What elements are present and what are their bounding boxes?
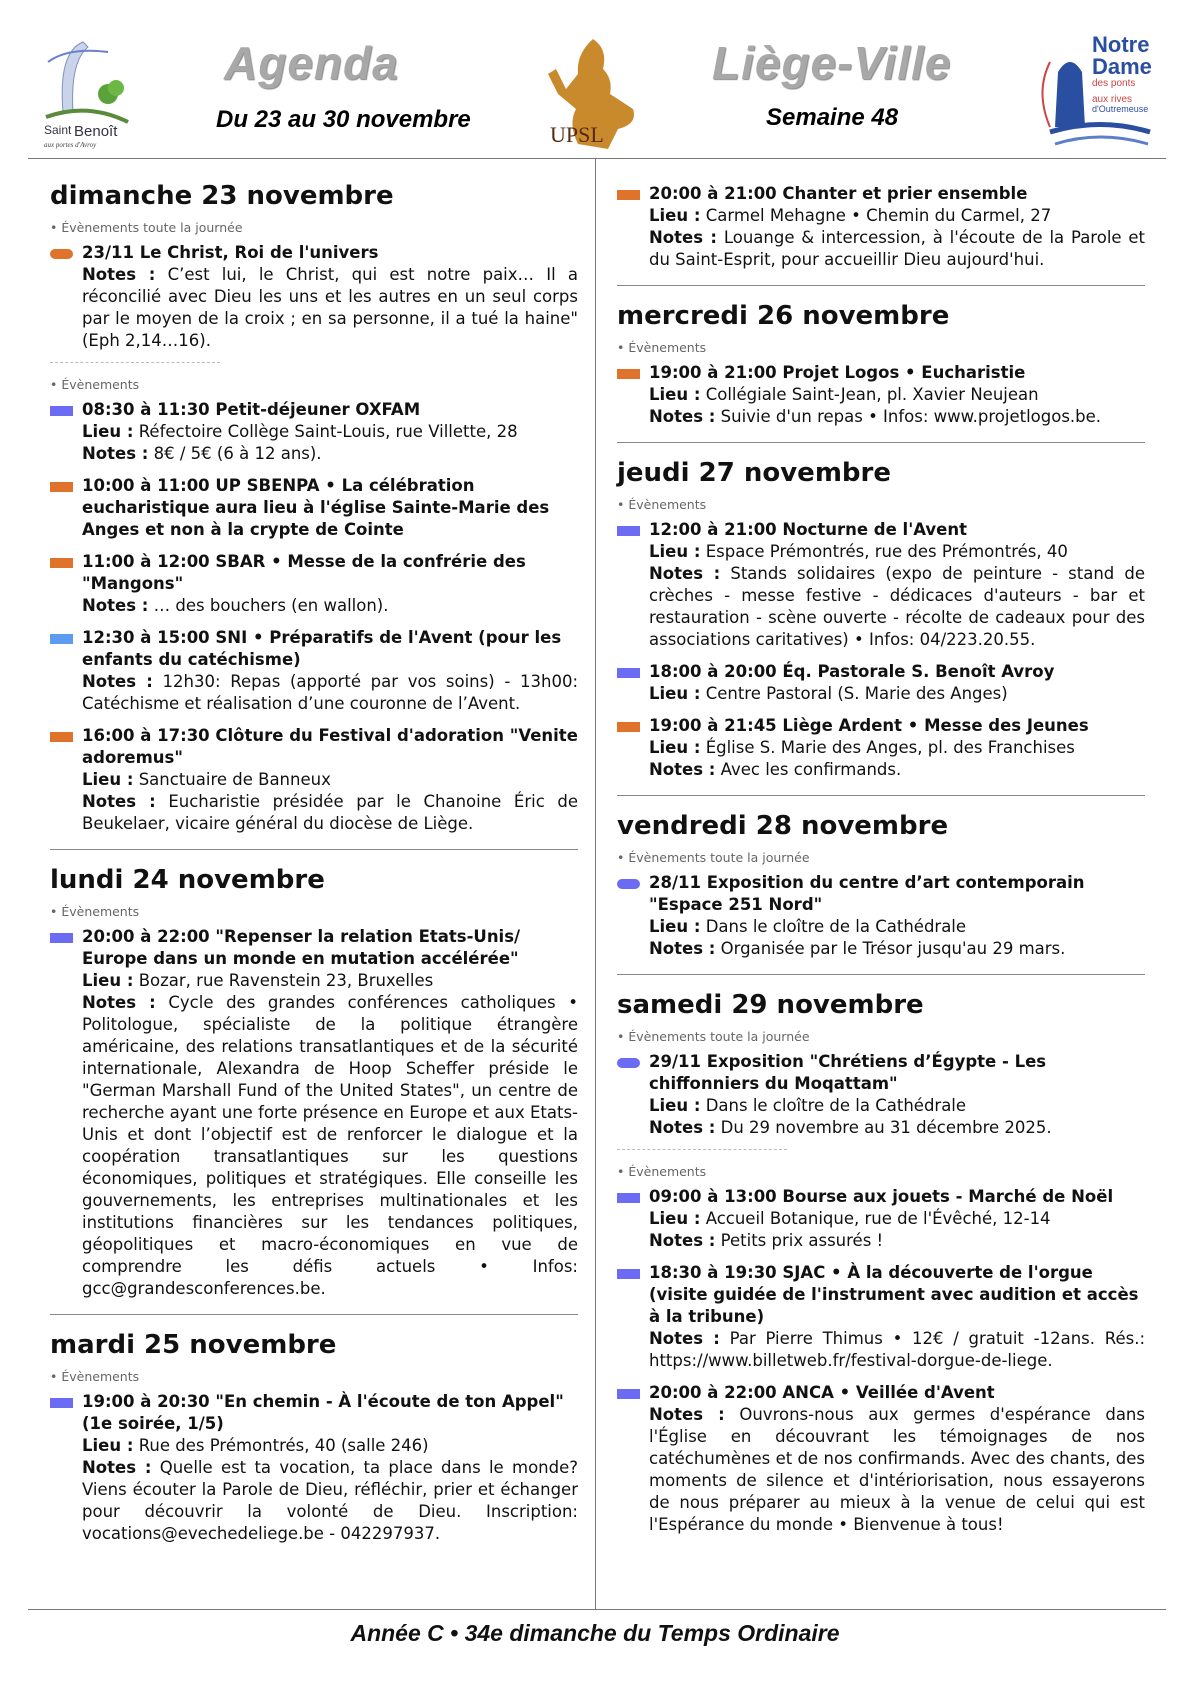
event-notes-label: Notes : <box>82 596 149 615</box>
event-title: 10:00 à 11:00 UP SBENPA • La célébration eucharistique aura lieu à l'église Sainte-Marie des Anges et non à la crypte de Cointe <box>82 476 550 539</box>
event-item <box>50 725 578 835</box>
event-location <box>649 205 1145 227</box>
event-location <box>649 916 1145 938</box>
section-label: • Évènements toute la journée <box>617 850 810 865</box>
event-notes-text: Louange & intercession, à l'écoute de la Parole et du Saint-Esprit, pour accueillir Dieu aujourd'hui. <box>649 228 1146 269</box>
event-item <box>50 399 578 465</box>
event-notes-label: Notes : <box>649 1405 725 1424</box>
calendar-color-marker-icon <box>50 406 73 416</box>
agenda-title: Agenda <box>224 37 399 89</box>
event-location <box>649 384 1145 406</box>
event-title: 29/11 Exposition "Chrétiens d’Égypte - Les chiffonniers du Moqattam" <box>649 1052 1047 1093</box>
event-item <box>617 1051 1145 1139</box>
day-heading: dimanche 23 novembre <box>50 181 394 211</box>
notre-dame-logo <box>1030 32 1155 150</box>
day-heading: jeudi 27 novembre <box>617 458 891 488</box>
calendar-color-marker-icon <box>617 722 640 732</box>
event-title: 19:00 à 20:30 "En chemin - À l'écoute de ton Appel" (1e soirée, 1/5) <box>82 1392 564 1433</box>
event-notes <box>82 791 578 835</box>
event-notes-text: Quelle est ta vocation, ta place dans le monde? Viens écouter la Parole de Dieu, réfléchir, prier et échanger pour découvrir la volonté de Dieu. Inscription: vocations@evechedeliege.be - 042297937. <box>82 1458 579 1543</box>
calendar-color-marker-icon <box>50 634 73 644</box>
event-title: 20:00 à 22:00 ANCA • Veillée d'Avent <box>649 1383 995 1402</box>
event-title: 28/11 Exposition du centre d’art contemporain "Espace 251 Nord" <box>649 873 1085 914</box>
event-location-label: Lieu : <box>649 738 701 757</box>
event-notes-label: Notes : <box>82 1458 152 1477</box>
event-notes-text: Eucharistie présidée par le Chanoine Éric de Beukelaer, vicaire général du diocèse de Liège. <box>82 792 578 833</box>
day-block <box>617 183 1145 271</box>
event-location-label: Lieu : <box>649 206 701 225</box>
calendar-color-marker-icon <box>617 1389 640 1399</box>
event-notes-text: Avec les confirmands. <box>720 760 902 779</box>
calendar-color-marker-icon <box>617 526 640 536</box>
section-label: • Évènements <box>50 1369 140 1384</box>
header-divider <box>28 158 1166 159</box>
event-item <box>617 183 1145 271</box>
day-block <box>50 180 578 835</box>
calendar-color-marker-icon <box>617 1058 640 1068</box>
calendar-color-marker-icon <box>617 1193 640 1203</box>
day-divider <box>50 1314 578 1315</box>
day-divider <box>617 442 1145 443</box>
event-notes-label: Notes : <box>82 792 156 811</box>
event-item <box>617 1382 1145 1536</box>
event-title: 19:00 à 21:45 Liège Ardent • Messe des Jeunes <box>649 716 1089 735</box>
day-block <box>617 810 1145 960</box>
day-heading: mardi 25 novembre <box>50 1330 337 1360</box>
left-column <box>50 180 578 1555</box>
event-location-label: Lieu : <box>649 1096 701 1115</box>
event-location-text: Espace Prémontrés, rue des Prémontrés, 40 <box>705 542 1068 561</box>
day-heading: vendredi 28 novembre <box>617 811 949 841</box>
event-location-text: Sanctuaire de Banneux <box>138 770 331 789</box>
event-item <box>50 475 578 541</box>
event-notes-text: Cycle des grandes conférences catholiques • Politologue, spécialiste de la politique étrangère américaine, des relations transatlantiques et de la sécurité internationale, Alexandra de Hoop Scheffer préside le "German Marshall Fund of the United States", un centre de recherche ayant une forte présence en Europe et aux Etats-Unis et dont l’objectif est de renforcer le dialogue et la coopération transatlantiques sur les questions économiques, politiques et stratégiques. Elle conseille les gouvernements, les entreprises multinationales et les institutions financières sur les tendances politiques, géopolitiques et macro-économiques en vue de comprendre les défis actuels • Infos: gcc@grandesconferences.be. <box>82 993 578 1298</box>
svg-text:Dame: Dame <box>1092 54 1152 79</box>
section-label: • Évènements <box>617 1164 707 1179</box>
section-divider <box>617 1149 787 1150</box>
event-notes-label: Notes : <box>82 444 149 463</box>
date-range: Du 23 au 30 novembre <box>216 106 471 133</box>
svg-text:aux portes d'Avroy: aux portes d'Avroy <box>44 141 97 149</box>
event-title: 12:00 à 21:00 Nocturne de l'Avent <box>649 520 968 539</box>
event-location-text: Rue des Prémontrés, 40 (salle 246) <box>138 1436 429 1455</box>
footer-liturgical-info: Année C • 34e dimanche du Temps Ordinaire <box>350 1620 840 1646</box>
event-notes <box>649 938 1145 960</box>
day-heading: lundi 24 novembre <box>50 865 325 895</box>
event-location <box>649 683 1145 705</box>
event-notes-text: 8€ / 5€ (6 à 12 ans). <box>153 444 322 463</box>
section-label: • Évènements <box>50 904 140 919</box>
event-notes <box>649 1230 1145 1252</box>
event-notes <box>649 1117 1145 1139</box>
section-label: • Évènements toute la journée <box>50 220 243 235</box>
event-notes-label: Notes : <box>649 760 716 779</box>
event-location-text: Carmel Mehagne • Chemin du Carmel, 27 <box>705 206 1052 225</box>
event-notes <box>82 992 578 1300</box>
svg-text:d'Outremeuse: d'Outremeuse <box>1092 104 1149 114</box>
event-notes <box>649 1404 1145 1536</box>
event-item <box>617 362 1145 428</box>
header <box>0 0 1190 158</box>
day-divider <box>50 849 578 850</box>
event-notes-text: Petits prix assurés ! <box>720 1231 884 1250</box>
section-label: • Évènements <box>617 497 707 512</box>
svg-text:Benoît: Benoît <box>74 123 118 140</box>
svg-text:des ponts: des ponts <box>1092 78 1136 89</box>
event-location-text: Bozar, rue Ravenstein 23, Bruxelles <box>138 971 434 990</box>
event-notes <box>649 759 1145 781</box>
event-title: 11:00 à 12:00 SBAR • Messe de la confrérie des "Mangons" <box>82 552 526 593</box>
event-notes-text: Stands solidaires (expo de peinture - stand de crèches - messe festive - dédicaces d'auteurs - bar et restauration - scène ouverte - récolte de cadeaux pour des associations caritatives) • Infos: 04/223.20.55. <box>649 564 1145 649</box>
event-notes-label: Notes : <box>649 1231 716 1250</box>
day-block <box>617 989 1145 1536</box>
event-notes <box>649 406 1145 428</box>
day-block <box>50 1329 578 1545</box>
day-divider <box>617 285 1145 286</box>
event-notes <box>82 264 578 352</box>
saint-benoit-logo <box>38 32 138 150</box>
event-title: 12:30 à 15:00 SNI • Préparatifs de l'Avent (pour les enfants du catéchisme) <box>82 628 562 669</box>
calendar-color-marker-icon <box>617 1269 640 1279</box>
event-location <box>649 1208 1145 1230</box>
event-location-text: Centre Pastoral (S. Marie des Anges) <box>705 684 1008 703</box>
section-label: • Évènements <box>617 340 707 355</box>
event-title: 19:00 à 21:00 Projet Logos • Eucharistie <box>649 363 1026 382</box>
event-notes <box>82 1457 578 1545</box>
svg-text:Notre: Notre <box>1092 32 1150 57</box>
event-notes <box>649 563 1145 651</box>
event-location-text: Accueil Botanique, rue de l'Évêché, 12-14 <box>705 1209 1051 1228</box>
event-location <box>649 541 1145 563</box>
day-block <box>617 300 1145 428</box>
event-notes-text: Par Pierre Thimus • 12€ / gratuit -12ans. Rés.: https://www.billetweb.fr/festival-dorgue-de-liege. <box>649 1329 1146 1370</box>
calendar-color-marker-icon <box>617 879 640 889</box>
section-divider <box>50 362 220 363</box>
event-location-label: Lieu : <box>649 684 701 703</box>
event-notes-label: Notes : <box>649 228 717 247</box>
event-location-text: Dans le cloître de la Cathédrale <box>705 917 967 936</box>
right-column <box>617 183 1145 1546</box>
svg-text:UPSL: UPSL <box>550 122 604 147</box>
calendar-color-marker-icon <box>50 732 73 742</box>
event-notes-label: Notes : <box>649 564 721 583</box>
event-notes <box>82 443 578 465</box>
event-notes-text: … des bouchers (en wallon). <box>153 596 389 615</box>
liege-ville-title: Liège-Ville <box>712 37 952 89</box>
event-notes-label: Notes : <box>82 993 156 1012</box>
event-item <box>617 1262 1145 1372</box>
event-location-label: Lieu : <box>649 917 701 936</box>
event-title: 18:00 à 20:00 Éq. Pastorale S. Benoît Avroy <box>649 662 1055 681</box>
column-divider <box>595 159 596 1609</box>
event-location <box>649 737 1145 759</box>
event-item <box>617 1186 1145 1252</box>
event-item <box>50 1391 578 1545</box>
event-item <box>50 926 578 1300</box>
section-label: • Évènements toute la journée <box>617 1029 810 1044</box>
event-item <box>617 519 1145 651</box>
event-location-label: Lieu : <box>82 971 134 990</box>
event-notes-label: Notes : <box>82 672 153 691</box>
event-location-label: Lieu : <box>82 422 134 441</box>
day-block <box>617 457 1145 781</box>
day-block <box>50 864 578 1300</box>
week-number: Semaine 48 <box>766 104 899 131</box>
day-divider <box>617 974 1145 975</box>
calendar-color-marker-icon <box>50 482 73 492</box>
event-notes-text: C’est lui, le Christ, qui est notre paix… Il a réconcilié avec Dieu les uns et les autres en un seul corps par le moyen de la croix ; en sa personne, il a tué la haine" (Eph 2,14…16). <box>82 265 579 350</box>
svg-text:aux rives: aux rives <box>1092 94 1133 105</box>
event-location-text: Réfectoire Collège Saint-Louis, rue Villette, 28 <box>138 422 518 441</box>
event-location-label: Lieu : <box>82 770 134 789</box>
event-location <box>82 1435 578 1457</box>
event-location <box>649 1095 1145 1117</box>
event-notes <box>82 671 578 715</box>
event-notes-label: Notes : <box>649 939 716 958</box>
event-title: 08:30 à 11:30 Petit-déjeuner OXFAM <box>82 400 421 419</box>
event-item <box>617 872 1145 960</box>
calendar-color-marker-icon <box>50 249 73 259</box>
event-notes <box>649 227 1145 271</box>
event-location-text: Collégiale Saint-Jean, pl. Xavier Neujean <box>705 385 1039 404</box>
event-location-text: Dans le cloître de la Cathédrale <box>705 1096 967 1115</box>
svg-text:Saint: Saint <box>44 123 72 137</box>
event-location-label: Lieu : <box>649 1209 701 1228</box>
event-title: 09:00 à 13:00 Bourse aux jouets - Marché de Noël <box>649 1187 1114 1206</box>
calendar-color-marker-icon <box>50 1398 73 1408</box>
section-label: • Évènements <box>50 377 140 392</box>
upsl-logo <box>538 34 648 152</box>
event-location <box>82 769 578 791</box>
calendar-color-marker-icon <box>617 668 640 678</box>
event-notes-text: Suivie d'un repas • Infos: www.projetlogos.be. <box>720 407 1102 426</box>
event-notes-text: Organisée par le Trésor jusqu'au 29 mars. <box>720 939 1066 958</box>
event-title: 16:00 à 17:30 Clôture du Festival d'adoration "Venite adoremus" <box>82 726 578 767</box>
day-heading: samedi 29 novembre <box>617 990 924 1020</box>
event-notes-label: Notes : <box>649 1118 716 1137</box>
event-title: 18:30 à 19:30 SJAC • À la découverte de l'orgue (visite guidée de l'instrument avec audition et accès à la tribune) <box>649 1263 1139 1326</box>
calendar-color-marker-icon <box>617 369 640 379</box>
event-location <box>82 421 578 443</box>
calendar-color-marker-icon <box>617 190 640 200</box>
event-notes-text: 12h30: Repas (apporté par vos soins) - 13h00: Catéchisme et réalisation d’une couronne de l’Avent. <box>82 672 579 713</box>
event-location <box>82 970 578 992</box>
footer-divider <box>28 1609 1166 1610</box>
calendar-color-marker-icon <box>50 933 73 943</box>
calendar-color-marker-icon <box>50 558 73 568</box>
event-location-text: Église S. Marie des Anges, pl. des Franchises <box>705 738 1075 757</box>
event-notes <box>82 595 578 617</box>
day-divider <box>617 795 1145 796</box>
event-notes-label: Notes : <box>649 407 716 426</box>
event-notes-label: Notes : <box>82 265 156 284</box>
event-item <box>50 551 578 617</box>
event-item <box>50 242 578 352</box>
event-notes-text: Ouvrons-nous aux germes d'espérance dans l'Église en découvrant les témoignages de nos catéchumènes et de nos confirmands. Avec des chants, des moments de silence et d'intériorisation, nous essayerons de nous préparer au mieux à la venue de celui qui est l'Espérance du monde • Bienvenue à tous! <box>649 1405 1145 1534</box>
event-item <box>617 715 1145 781</box>
event-location-label: Lieu : <box>82 1436 134 1455</box>
event-title: 20:00 à 22:00 "Repenser la relation Etats-Unis/ Europe dans un monde en mutation accélérée" <box>82 927 521 968</box>
event-item <box>50 627 578 715</box>
event-notes <box>649 1328 1145 1372</box>
event-location-label: Lieu : <box>649 542 701 561</box>
event-item <box>617 661 1145 705</box>
event-location-label: Lieu : <box>649 385 701 404</box>
day-heading: mercredi 26 novembre <box>617 301 950 331</box>
event-title: 20:00 à 21:00 Chanter et prier ensemble <box>649 184 1028 203</box>
event-notes-label: Notes : <box>649 1329 720 1348</box>
event-notes-text: Du 29 novembre au 31 décembre 2025. <box>720 1118 1052 1137</box>
event-title: 23/11 Le Christ, Roi de l'univers <box>82 243 379 262</box>
